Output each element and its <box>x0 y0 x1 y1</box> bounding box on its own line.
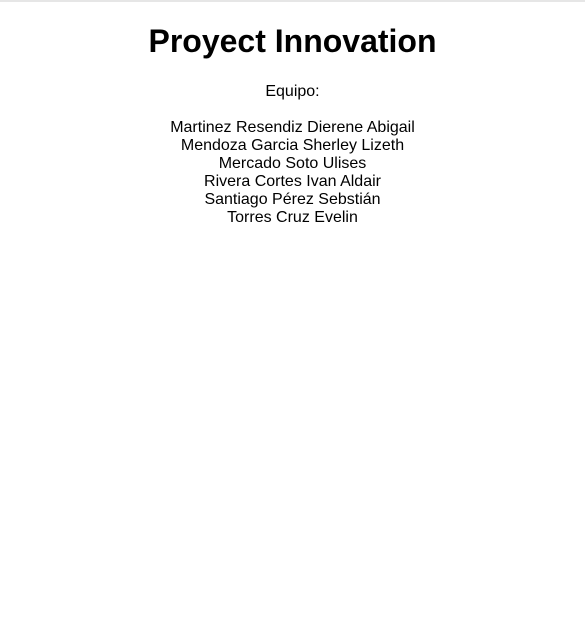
page-content <box>0 0 585 227</box>
team-member: Mercado Soto Ulises <box>218 155 367 172</box>
top-divider <box>0 0 585 2</box>
team-member: Mendoza Garcia Sherley Lizeth <box>180 137 405 154</box>
team-member: Torres Cruz Evelin <box>227 209 358 226</box>
team-member: Rivera Cortes Ivan Aldair <box>204 173 381 190</box>
team-label: Equipo: <box>265 83 320 100</box>
team-member-list <box>0 101 585 227</box>
page-title: Proyect Innovation <box>148 23 437 59</box>
team-member: Santiago Pérez Sebstián <box>204 191 381 208</box>
team-member: Martinez Resendiz Dierene Abigail <box>170 119 415 136</box>
